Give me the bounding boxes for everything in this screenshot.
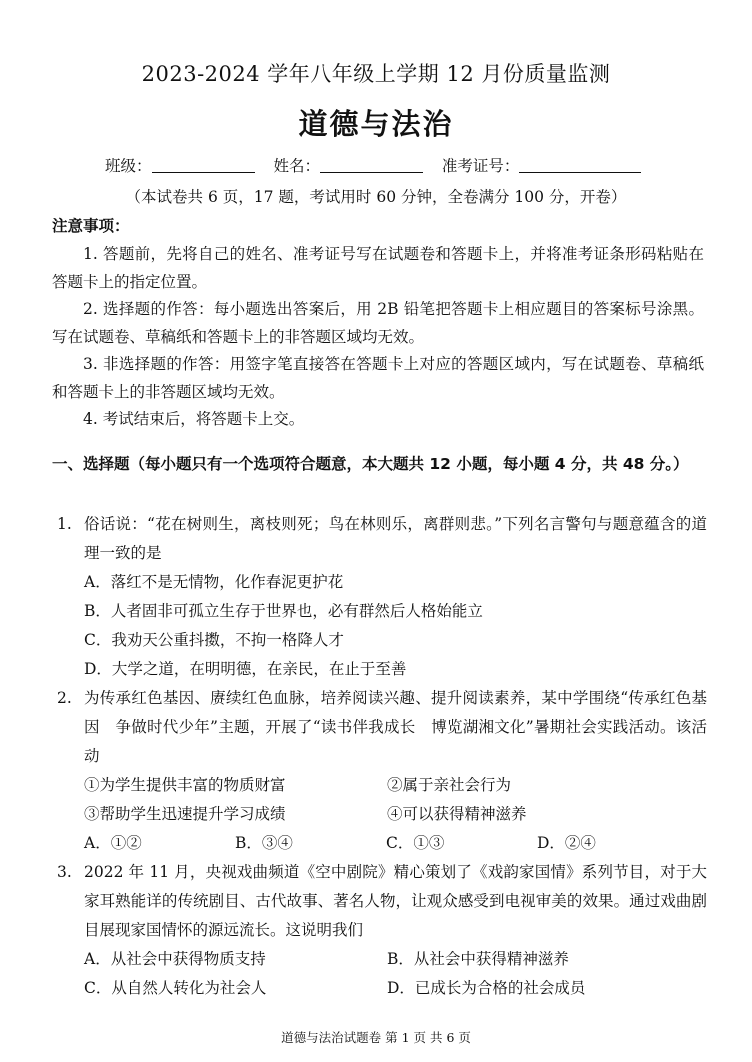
question-number: 1. <box>57 515 72 533</box>
question-number: 3. <box>57 863 72 881</box>
admission-blank <box>519 158 641 173</box>
option-b: B．③④ <box>235 834 293 852</box>
option-a: A．①② <box>84 834 142 852</box>
class-blank <box>152 158 255 173</box>
exam-title: 2023-2024 学年八年级上学期 12 月份质量监测 <box>141 62 611 86</box>
statement-1: ①为学生提供丰富的物质财富 <box>84 776 286 794</box>
option-d: D．已成长为合格的社会成员 <box>387 979 586 997</box>
option-row <box>84 829 707 858</box>
name-blank <box>320 158 423 173</box>
student-info-row <box>105 154 665 176</box>
exam-note: （本试卷共 6 页，17 题，考试用时 60 分钟，全卷满分 100 分，开卷） <box>125 188 627 206</box>
question-stem: 为传承红色基因、赓续红色血脉，培养阅读兴趣、提升阅读素养，某中学围绕“传承红色基因 争做时代少年”主题，开展了“读书伴我成长 博览湖湘文化”暑期社会实践活动。该活动 <box>84 689 707 765</box>
note-item: 1. 答题前，先将自己的姓名、准考证号写在试题卷和答题卡上，并将准考证条形码粘贴在答题卡上的指定位置。 <box>52 245 704 291</box>
option-c: C．我劝天公重抖擞，不拘一格降人才 <box>84 631 344 649</box>
question-stem: 俗话说：“花在树则生，离枝则死；鸟在林则乐，离群则悲。”下列名言警句与题意蕴含的道理一致的是 <box>84 515 707 562</box>
option-b: B．从社会中获得精神滋养 <box>387 950 569 968</box>
question-3 <box>57 858 707 1003</box>
statement-4: ④可以获得精神滋养 <box>387 805 527 823</box>
question-list <box>57 510 707 1003</box>
option-row <box>84 945 707 974</box>
note-item: 4. 考试结束后，将答题卡上交。 <box>83 410 305 428</box>
subject-title: 道德与法治 <box>298 107 454 141</box>
statement-row <box>84 771 707 800</box>
statement-row <box>84 800 707 829</box>
question-2 <box>57 684 707 858</box>
class-label: 班级： <box>105 157 152 175</box>
question-stem: 2022 年 11 月，央视戏曲频道《空中剧院》精心策划了《戏韵家国情》系列节目，对于大家耳熟能详的传统剧目、古代故事、著名人物，让观众感受到电视审美的效果。通过戏曲剧目展现家国情怀的源远流长。这说明我们 <box>84 863 707 939</box>
option-c: C．从自然人转化为社会人 <box>84 979 267 997</box>
option-a: A．落红不是无情物，化作春泥更护花 <box>84 573 344 591</box>
statement-3: ③帮助学生迅速提升学习成绩 <box>84 805 286 823</box>
question-1 <box>57 510 707 684</box>
note-item: 3. 非选择题的作答：用签字笔直接答在答题卡上对应的答题区域内，写在试题卷、草稿纸和答题卡上的非答题区域均无效。 <box>52 355 704 401</box>
statement-2: ②属于亲社会行为 <box>387 776 512 794</box>
option-a: A．从社会中获得物质支持 <box>84 950 266 968</box>
option-row <box>84 974 707 1003</box>
notes-heading: 注意事项： <box>52 217 130 235</box>
admission-label: 准考证号： <box>441 157 520 175</box>
name-label: 姓名： <box>273 157 320 175</box>
option-d: D．大学之道，在明明德，在亲民，在止于至善 <box>84 660 407 678</box>
option-c: C．①③ <box>386 834 445 852</box>
class-field <box>105 154 255 176</box>
page-footer: 道德与法治试题卷 第 1 页 共 6 页 <box>281 1030 471 1045</box>
note-item: 2. 选择题的作答：每小题选出答案后，用 2B 铅笔把答题卡上相应题目的答案标号涂黑。写在试题卷、草稿纸和答题卡上的非答题区域均无效。 <box>52 300 704 346</box>
admission-field <box>442 154 642 176</box>
name-field <box>273 154 423 176</box>
section-heading: 一、选择题（每小题只有一个选项符合题意，本大题共 12 小题，每小题 4 分，共 48 分。） <box>52 455 689 473</box>
option-b: B．人者固非可孤立生存于世界也，必有群然后人格始能立 <box>84 602 483 620</box>
question-number: 2. <box>57 689 72 707</box>
notes-list <box>52 241 704 434</box>
option-d: D．②④ <box>537 834 596 852</box>
